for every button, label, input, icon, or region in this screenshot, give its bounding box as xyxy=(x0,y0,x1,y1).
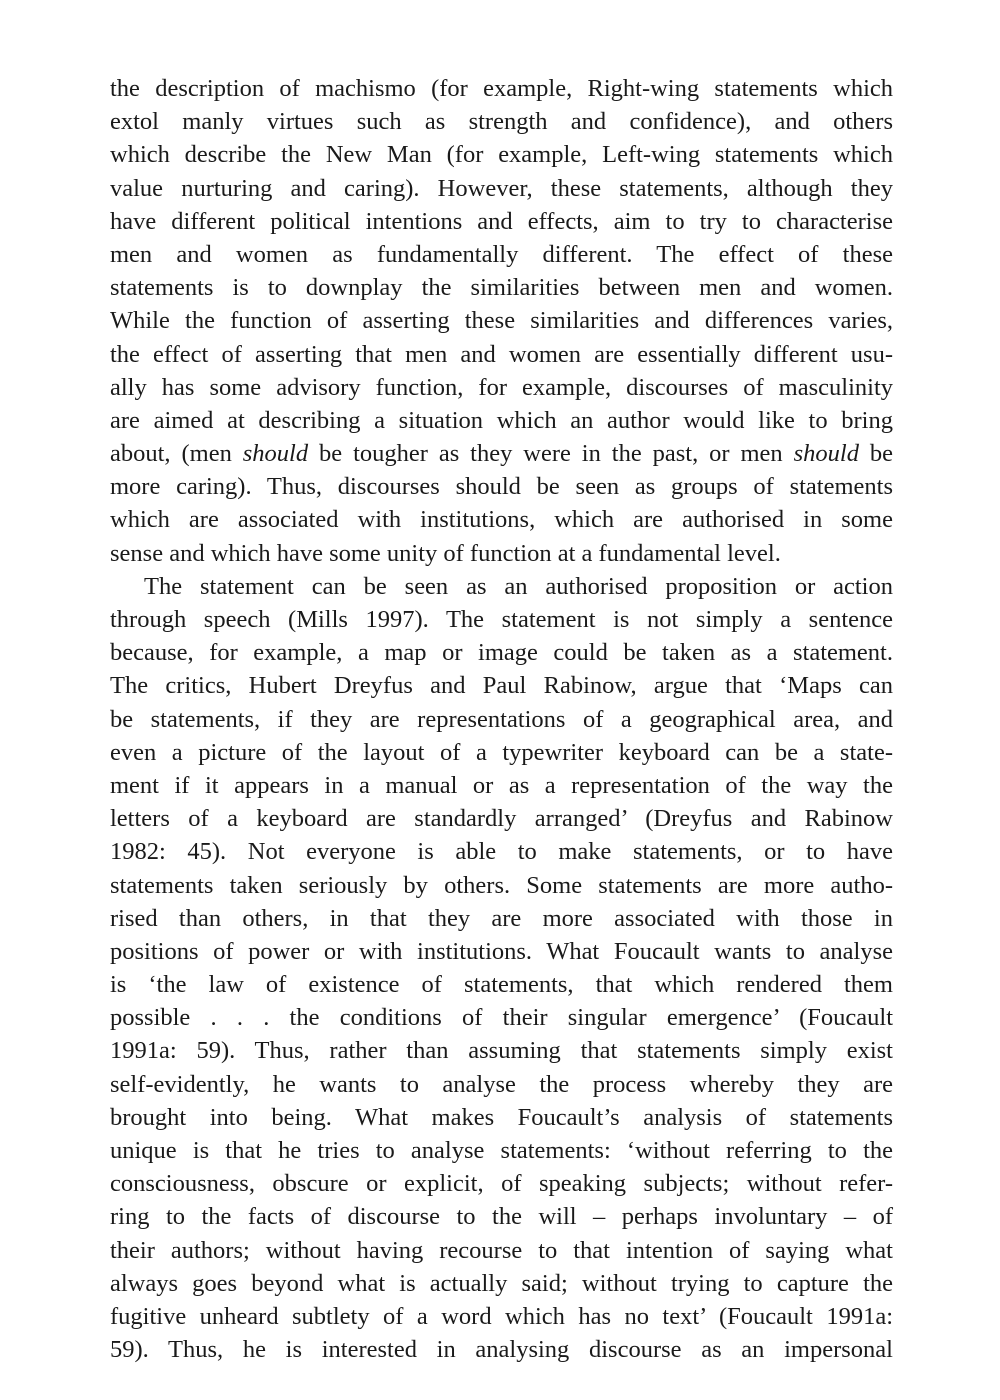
text-line: consciousness, obscure or explicit, of speaking subjects; without refer- xyxy=(110,1170,893,1198)
text-line: 1982: 45). Not everyone is able to make statements, or to have xyxy=(110,838,893,866)
text-line: ment if it appears in a manual or as a representation of the way the xyxy=(110,771,893,799)
emphasis: should xyxy=(242,440,309,468)
text-line: the effect of asserting that men and women are essentially different usu- xyxy=(110,340,893,368)
text-line: positions of power or with institutions. What Foucault wants to analyse xyxy=(110,937,893,965)
text-line: value nurturing and caring). However, these statements, although they xyxy=(110,174,893,202)
text-line: statements is to downplay the similarities between men and women. xyxy=(110,274,893,302)
text-line: which are associated with institutions, which are authorised in some xyxy=(110,506,893,534)
text-line: rised than others, in that they are more associated with those in xyxy=(110,904,893,932)
text-line: self-evidently, he wants to analyse the process whereby they are xyxy=(110,1070,893,1098)
text-line: fugitive unheard subtlety of a word which has no text’ (Foucault 1991a: xyxy=(110,1302,893,1330)
text-line: because, for example, a map or image could be taken as a statement. xyxy=(110,639,893,667)
text-line: even a picture of the layout of a typewriter keyboard can be a state- xyxy=(110,738,893,766)
text-line: While the function of asserting these similarities and differences varies, xyxy=(110,307,893,335)
text-line: are aimed at describing a situation which an author would like to bring xyxy=(110,406,893,434)
text-line: 59). Thus, he is interested in analysing discourse as an impersonal xyxy=(110,1336,893,1364)
text-line: be statements, if they are representations of a geographical area, and xyxy=(110,705,893,733)
text-line: have different political intentions and effects, aim to try to characterise xyxy=(110,207,893,235)
text-line: which describe the New Man (for example, Left-wing statements which xyxy=(110,141,893,169)
document-page xyxy=(110,72,893,1366)
text-line: ally has some advisory function, for example, discourses of masculinity xyxy=(110,373,893,401)
text-line: about, (men should be tougher as they were in the past, or men should be xyxy=(110,440,894,468)
text-line: statements taken seriously by others. Some statements are more autho- xyxy=(110,871,893,899)
text-line: The statement can be seen as an authorised proposition or action xyxy=(144,572,893,600)
text-line: is ‘the law of existence of statements, that which rendered them xyxy=(110,971,893,999)
text-line: unique is that he tries to analyse statements: ‘without referring to the xyxy=(110,1137,893,1164)
text-line: 1991a: 59). Thus, rather than assuming that statements simply exist xyxy=(110,1037,893,1065)
text-line: The critics, Hubert Dreyfus and Paul Rabinow, argue that ‘Maps can xyxy=(110,672,893,700)
text-line: their authors; without having recourse to that intention of saying what xyxy=(110,1236,893,1264)
text-line: letters of a keyboard are standardly arranged’ (Dreyfus and Rabinow xyxy=(110,805,893,833)
text-line: through speech (Mills 1997). The statement is not simply a sentence xyxy=(110,606,893,633)
text-line: ring to the facts of discourse to the will – perhaps involuntary – of xyxy=(110,1203,893,1231)
text-line: the description of machismo (for example, Right-wing statements which xyxy=(110,75,893,102)
paragraph-1 xyxy=(110,72,893,570)
text-line: possible . . . the conditions of their singular emergence’ (Foucault xyxy=(110,1004,893,1032)
emphasis: should xyxy=(793,440,859,468)
text-line: extol manly virtues such as strength and confidence), and others xyxy=(110,108,893,136)
text-line: sense and which have some unity of function at a fundamental level. xyxy=(110,539,781,567)
paragraph-2 xyxy=(110,570,893,1367)
text-line: always goes beyond what is actually said; without trying to capture the xyxy=(110,1269,893,1297)
text-line: men and women as fundamentally different. The effect of these xyxy=(110,240,893,268)
text-line: more caring). Thus, discourses should be seen as groups of statements xyxy=(110,473,893,501)
text-line: brought into being. What makes Foucault’s analysis of statements xyxy=(110,1103,893,1131)
